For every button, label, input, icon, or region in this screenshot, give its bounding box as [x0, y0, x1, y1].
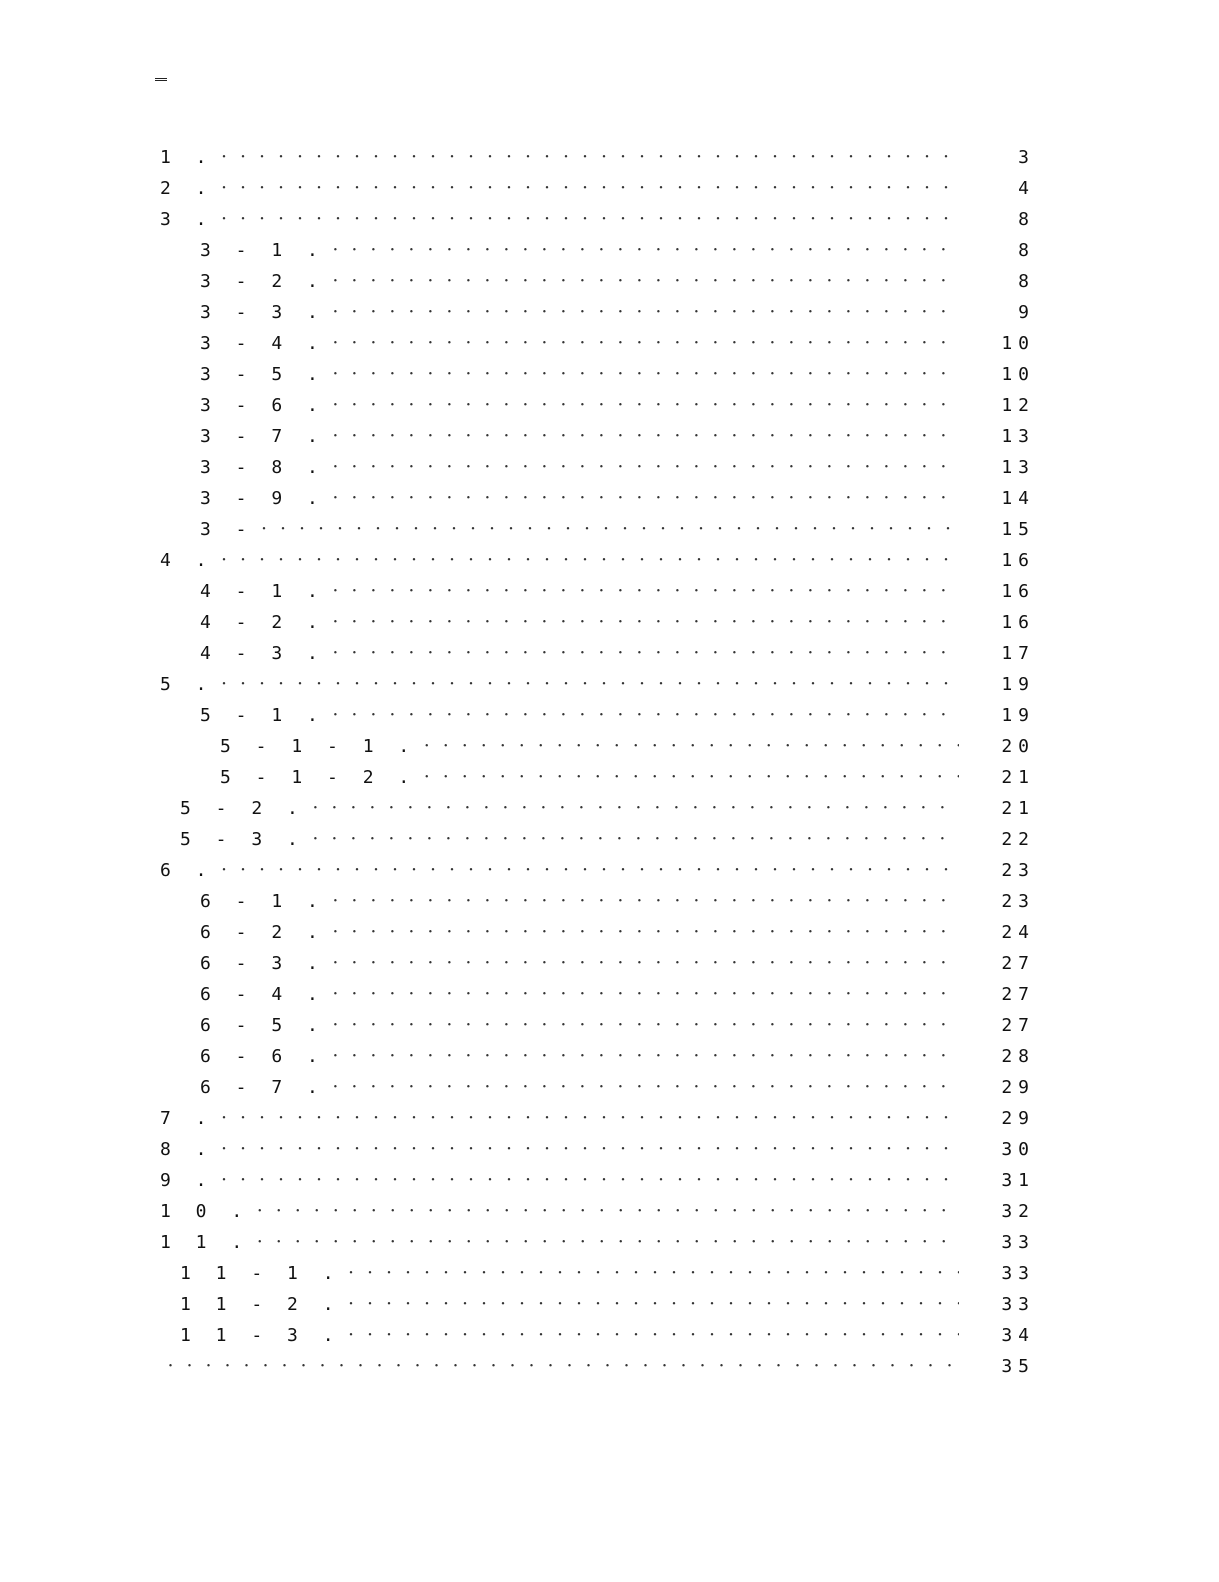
toc-entry-number: 6 - 3 . — [200, 952, 325, 974]
toc-entry[interactable] — [160, 235, 1035, 266]
toc-leader-dots — [341, 1291, 959, 1319]
toc-entry-number: 1 . — [160, 146, 214, 168]
toc-entry[interactable] — [160, 793, 1035, 824]
toc-entry[interactable] — [160, 1320, 1035, 1351]
toc-entry-page: 22 — [1001, 828, 1035, 850]
toc-entry-page: 23 — [1001, 890, 1035, 912]
toc-entry[interactable] — [160, 545, 1035, 576]
toc-leader-dots — [214, 547, 959, 575]
toc-entry-page: 13 — [1001, 456, 1035, 478]
toc-entry-number: 6 - 7 . — [200, 1076, 325, 1098]
toc-leader-dots — [254, 516, 959, 544]
toc-leader-dots — [325, 237, 959, 265]
toc-entry[interactable] — [160, 1165, 1035, 1196]
toc-entry-page: 28 — [1001, 1045, 1035, 1067]
toc-entry[interactable] — [160, 142, 1035, 173]
toc-entry-page: 20 — [1001, 735, 1035, 757]
toc-entry[interactable] — [160, 731, 1035, 762]
toc-leader-dots — [325, 392, 959, 420]
toc-entry-page: 8 — [1018, 270, 1035, 292]
toc-leader-dots — [325, 640, 959, 668]
toc-entry-page: 27 — [1001, 1014, 1035, 1036]
toc-leader-dots — [325, 1074, 959, 1102]
toc-entry-page: 33 — [1001, 1231, 1035, 1253]
toc-entry[interactable] — [160, 297, 1035, 328]
toc-leader-dots — [325, 702, 959, 730]
toc-leader-dots — [249, 1229, 959, 1257]
toc-leader-dots — [341, 1260, 959, 1288]
toc-entry[interactable] — [160, 886, 1035, 917]
toc-leader-dots — [160, 1353, 959, 1381]
toc-leader-dots — [214, 144, 959, 172]
toc-leader-dots — [214, 1136, 959, 1164]
toc-entry-number: 3 - 9 . — [200, 487, 325, 509]
toc-entry-page: 13 — [1001, 425, 1035, 447]
toc-entry[interactable] — [160, 1289, 1035, 1320]
toc-entry[interactable] — [160, 173, 1035, 204]
toc-leader-dots — [325, 1012, 959, 1040]
toc-entry-number: 5 - 2 . — [180, 797, 305, 819]
toc-leader-dots — [305, 795, 959, 823]
toc-entry-page: 4 — [1018, 177, 1035, 199]
toc-entry-page: 10 — [1001, 332, 1035, 354]
toc-leader-dots — [305, 826, 959, 854]
table-of-contents — [160, 142, 1035, 1382]
toc-entry-number: 1 1 - 2 . — [180, 1293, 341, 1315]
toc-entry-number: 5 - 1 - 1 . — [220, 735, 417, 757]
toc-entry-number: 6 - 6 . — [200, 1045, 325, 1067]
toc-entry[interactable] — [160, 1258, 1035, 1289]
toc-entry[interactable] — [160, 948, 1035, 979]
toc-leader-dots — [325, 578, 959, 606]
toc-entry-number: 6 - 1 . — [200, 890, 325, 912]
toc-entry[interactable] — [160, 328, 1035, 359]
toc-entry-number: 1 0 . — [160, 1200, 250, 1222]
toc-leader-dots — [325, 454, 959, 482]
toc-entry-page: 21 — [1001, 766, 1035, 788]
toc-entry-number: 5 . — [160, 673, 214, 695]
toc-entry-page: 16 — [1001, 611, 1035, 633]
toc-entry-number: 3 - 6 . — [200, 394, 325, 416]
toc-entry-page: 33 — [1001, 1293, 1035, 1315]
toc-leader-dots — [416, 733, 959, 761]
toc-entry[interactable] — [160, 700, 1035, 731]
toc-leader-dots — [325, 268, 959, 296]
toc-entry-page: 16 — [1001, 580, 1035, 602]
toc-entry-number: 6 - 2 . — [200, 921, 325, 943]
toc-entry[interactable] — [160, 979, 1035, 1010]
toc-entry[interactable] — [160, 576, 1035, 607]
toc-entry[interactable] — [160, 917, 1035, 948]
toc-entry-number: 3 - 5 . — [200, 363, 325, 385]
toc-entry[interactable] — [160, 638, 1035, 669]
toc-entry[interactable] — [160, 1134, 1035, 1165]
toc-entry-number: 5 - 1 - 2 . — [220, 766, 417, 788]
toc-entry[interactable] — [160, 390, 1035, 421]
toc-entry-page: 21 — [1001, 797, 1035, 819]
toc-leader-dots — [325, 950, 959, 978]
toc-leader-dots — [325, 888, 959, 916]
toc-entry-page: 29 — [1001, 1076, 1035, 1098]
toc-entry-page: 3 — [1018, 146, 1035, 168]
toc-entry-page: 9 — [1018, 301, 1035, 323]
toc-leader-dots — [325, 981, 959, 1009]
toc-entry-page: 14 — [1001, 487, 1035, 509]
toc-entry-number: 3 - 4 . — [200, 332, 325, 354]
toc-entry[interactable] — [160, 1041, 1035, 1072]
toc-entry[interactable] — [160, 762, 1035, 793]
toc-entry-page: 10 — [1001, 363, 1035, 385]
toc-entry[interactable] — [160, 855, 1035, 886]
toc-entry-number: 3 - 7 . — [200, 425, 325, 447]
toc-entry[interactable] — [160, 1227, 1035, 1258]
title-text — [155, 74, 167, 81]
toc-entry[interactable] — [160, 1103, 1035, 1134]
toc-entry-number: 6 . — [160, 859, 214, 881]
toc-entry-page: 29 — [1001, 1107, 1035, 1129]
toc-entry-number: 6 - 5 . — [200, 1014, 325, 1036]
toc-entry-number: 4 - 1 . — [200, 580, 325, 602]
toc-entry[interactable] — [160, 1010, 1035, 1041]
toc-entry[interactable] — [160, 607, 1035, 638]
toc-entry-page: 16 — [1001, 549, 1035, 571]
document-title — [155, 66, 169, 86]
toc-entry[interactable] — [160, 1072, 1035, 1103]
toc-entry-number: 6 - 4 . — [200, 983, 325, 1005]
toc-entry-number: 1 1 . — [160, 1231, 250, 1253]
toc-entry-page: 27 — [1001, 952, 1035, 974]
toc-entry-page: 35 — [1001, 1355, 1035, 1377]
toc-leader-dots — [325, 330, 959, 358]
toc-leader-dots — [325, 485, 959, 513]
toc-entry-number: 4 - 3 . — [200, 642, 325, 664]
toc-leader-dots — [325, 1043, 959, 1071]
toc-entry-page: 23 — [1001, 859, 1035, 881]
toc-entry-number: 4 . — [160, 549, 214, 571]
toc-entry-number: 1 1 - 3 . — [180, 1324, 341, 1346]
toc-entry[interactable] — [160, 483, 1035, 514]
toc-entry-page: 12 — [1001, 394, 1035, 416]
toc-entry[interactable] — [160, 452, 1035, 483]
toc-leader-dots — [214, 857, 959, 885]
toc-entry-number: 3 - 8 . — [200, 456, 325, 478]
toc-entry[interactable] — [160, 266, 1035, 297]
toc-entry-number: 5 - 3 . — [180, 828, 305, 850]
toc-leader-dots — [325, 299, 959, 327]
toc-entry[interactable] — [160, 669, 1035, 700]
toc-entry-page: 19 — [1001, 704, 1035, 726]
toc-entry-page: 33 — [1001, 1262, 1035, 1284]
toc-leader-dots — [325, 423, 959, 451]
toc-entry-number: 3 - 1 . — [200, 239, 325, 261]
toc-entry-page: 31 — [1001, 1169, 1035, 1191]
toc-entry[interactable] — [160, 359, 1035, 390]
toc-leader-dots — [325, 609, 959, 637]
toc-entry-number: 8 . — [160, 1138, 214, 1160]
toc-entry-page: 8 — [1018, 208, 1035, 230]
toc-entry[interactable] — [160, 1351, 1035, 1382]
toc-leader-dots — [341, 1322, 959, 1350]
toc-entry-page: 34 — [1001, 1324, 1035, 1346]
toc-leader-dots — [214, 671, 959, 699]
toc-leader-dots — [214, 206, 959, 234]
toc-entry-page: 27 — [1001, 983, 1035, 1005]
toc-leader-dots — [214, 1105, 959, 1133]
toc-leader-dots — [325, 361, 959, 389]
toc-entry[interactable] — [160, 421, 1035, 452]
toc-entry-page: 15 — [1001, 518, 1035, 540]
toc-entry-number: 3 . — [160, 208, 214, 230]
toc-entry[interactable] — [160, 514, 1035, 545]
toc-entry-number: 2 . — [160, 177, 214, 199]
toc-entry-number: 3 - — [200, 518, 254, 540]
toc-leader-dots — [214, 175, 959, 203]
toc-entry-number: 7 . — [160, 1107, 214, 1129]
toc-entry-page: 19 — [1001, 673, 1035, 695]
toc-leader-dots — [325, 919, 959, 947]
toc-entry-number: 3 - 2 . — [200, 270, 325, 292]
toc-leader-dots — [214, 1167, 959, 1195]
toc-entry-number: 5 - 1 . — [200, 704, 325, 726]
toc-entry[interactable] — [160, 824, 1035, 855]
toc-entry-number: 1 1 - 1 . — [180, 1262, 341, 1284]
toc-leader-dots — [249, 1198, 959, 1226]
toc-entry-page: 24 — [1001, 921, 1035, 943]
toc-entry[interactable] — [160, 1196, 1035, 1227]
toc-entry-page: 17 — [1001, 642, 1035, 664]
toc-leader-dots — [416, 764, 959, 792]
toc-entry-page: 32 — [1001, 1200, 1035, 1222]
toc-entry[interactable] — [160, 204, 1035, 235]
toc-entry-number: 9 . — [160, 1169, 214, 1191]
toc-entry-page: 8 — [1018, 239, 1035, 261]
toc-entry-number: 3 - 3 . — [200, 301, 325, 323]
toc-entry-page: 30 — [1001, 1138, 1035, 1160]
toc-entry-number: 4 - 2 . — [200, 611, 325, 633]
